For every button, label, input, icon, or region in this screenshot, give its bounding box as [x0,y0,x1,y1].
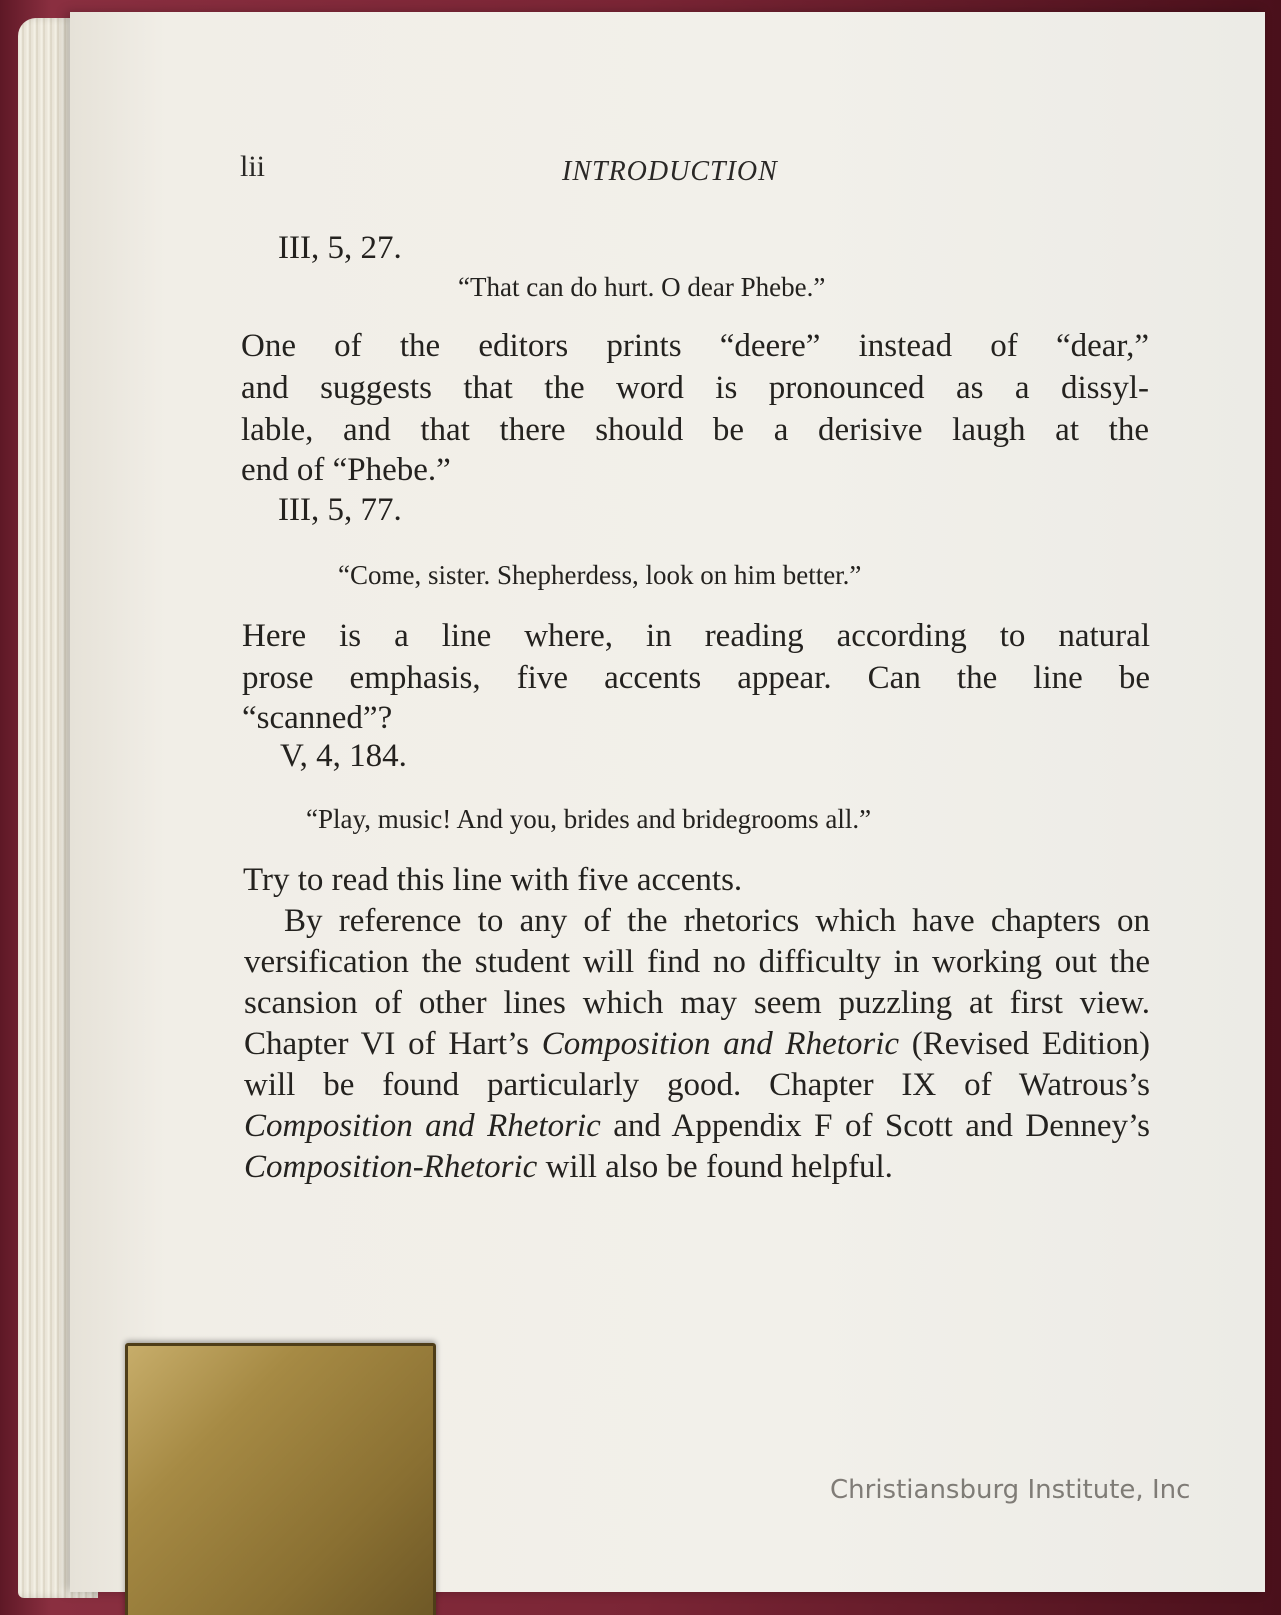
paragraph-line: “scanned”? [242,700,393,736]
paragraph-line: prose emphasis, five accents appear. Can the line be [242,660,1150,696]
page-number: lii [240,150,266,183]
running-head: INTRODUCTION [562,156,778,187]
paragraph-line: lable, and that there should be a derisive laugh at the [241,412,1149,448]
line-reference: V, 4, 184. [280,738,407,774]
paragraph-text: By reference to any of the rhetorics which have chapters on versification the student will find no difficulty in working out the scansion of other lines which may seem puzzling at first view. Chapter VI of Hart’s [244,903,1150,1062]
closing-paragraph [244,901,1150,1188]
paragraph-line: One of the editors prints “deere” instead of “dear,” [241,328,1149,364]
paragraph-line: Try to read this line with five accents. [243,862,743,898]
paragraph-line: end of “Phebe.” [241,452,451,488]
quoted-line: “Come, sister. Shepherdess, look on him better.” [338,560,862,590]
line-reference: III, 5, 27. [278,230,402,266]
brass-page-clip [125,1343,436,1615]
book-title: Composition and Rhetoric [244,1108,601,1144]
book-title: Composition-Rhetoric [244,1149,538,1185]
paragraph-line: and suggests that the word is pronounced as a dissyl- [241,370,1149,406]
watermark: Christiansburg Institute, Inc [830,1475,1191,1505]
paragraph-text: and Appendix F of Scott and Denney’s [600,1108,1150,1144]
paragraph-line: Here is a line where, in reading according to natural [242,618,1150,654]
book-title: Composition and Rhetoric [541,1026,900,1062]
line-reference: III, 5, 77. [278,492,402,528]
quoted-line: “Play, music! And you, brides and bridegrooms all.” [306,804,872,834]
paragraph-text: will also be found helpful. [537,1149,893,1185]
quoted-line: “That can do hurt. O dear Phebe.” [458,272,826,302]
paragraph-text: (Revised Edition) will be found particularly good. Chapter IX of Watrous’s [244,1026,1150,1103]
